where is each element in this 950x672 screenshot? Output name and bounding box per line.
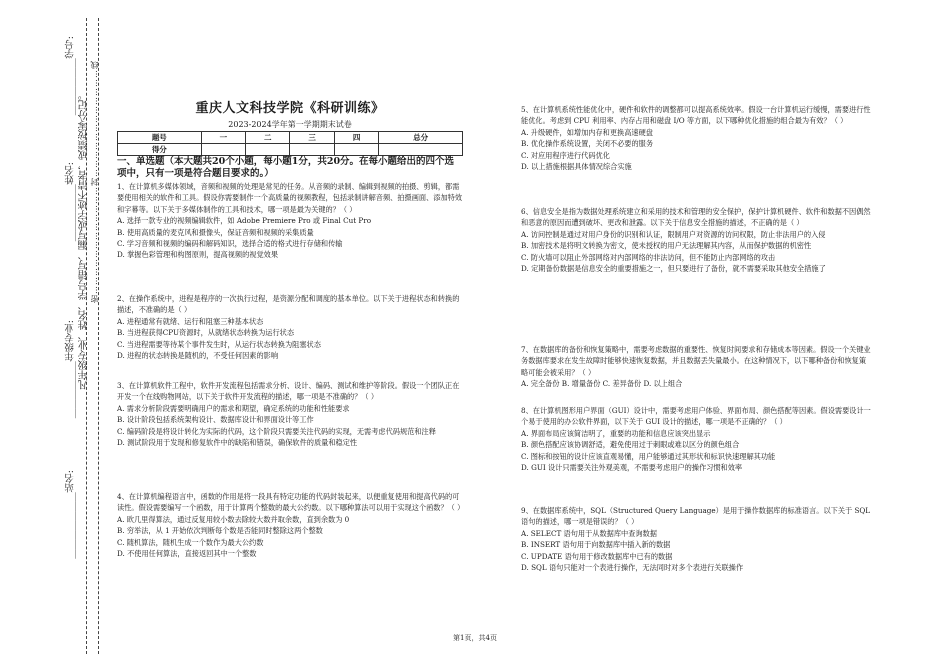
option-b[interactable]: B. 穷举法，从 1 开始依次判断每个数是否能同时整除这两个整数	[117, 526, 323, 536]
student-id-blank[interactable]: ____________	[65, 58, 76, 116]
question-text: 8、在计算机图形用户界面（GUI）设计中，需要考虑用户体验、界面布局、颜色搭配等因素。假设需要设计一个易于使用的办公软件界面，以下关于 GUI 设计的描述，哪一项是不正确的？（ ）	[521, 406, 871, 427]
question-text: 6、信息安全是指为数据处理系统建立和采用的技术和管理的安全保护，保护计算机硬件、软件和数据不因偶然和恶意的原因而遭到破坏、更改和泄露。以下关于信息安全措施的描述，不正确的是（ ）	[521, 207, 871, 228]
option-c[interactable]: C. 当进程需要等待某个事件发生时，从运行状态转换为阻塞状态	[117, 339, 321, 349]
option-b[interactable]: B. 使用高质量的麦克风和摄像头，保证音频和视频的采集质量	[117, 227, 314, 237]
exam-title: 重庆人文科技学院《科研训练》	[195, 101, 385, 116]
option-d[interactable]: D. 定期备份数据是信息安全的重要措施之一，但只要进行了备份，就不需要采取其他安全措施了	[521, 264, 826, 274]
option-a[interactable]: A. 进程通常有就绪、运行和阻塞三种基本状态	[117, 316, 264, 326]
score-input-cell[interactable]	[246, 144, 290, 156]
score-table-score-row	[118, 144, 463, 156]
question-text: 2、在操作系统中，进程是程序的一次执行过程，是资源分配和调度的基本单位。以下关于进程状态和转换的描述，不准确的是（ ）	[117, 294, 460, 315]
score-input-cell[interactable]	[379, 144, 463, 156]
section-heading: 一、单选题（本大题共20个小题，每小题1分，共20分。在每小题给出的四个选项中，只有一项是符合题目要求的。）	[117, 156, 455, 179]
question-8	[521, 405, 871, 473]
exam-subtitle: 2023-2024学年第一学期期末试卷	[228, 120, 352, 129]
question-2	[117, 293, 463, 361]
option-b[interactable]: B. 加密技术是将明文转换为密文，使未授权的用户无法理解其内容，从而保护数据的机密性	[521, 241, 812, 251]
name-blank[interactable]: ____________	[65, 184, 76, 242]
major-label: 年级专业:	[65, 320, 76, 362]
option-d[interactable]: D. 进程的状态转换是随机的，不受任何因素的影响	[117, 351, 279, 361]
question-text: 9、在数据库系统中，SQL（Structured Query Language）是用于操作数据库的标准语言。以下关于 SQL 语句的描述，哪一项是错误的？（ ）	[521, 506, 871, 527]
option-b[interactable]: B. 颜色搭配应该协调舒适，避免使用过于刺眼或难以区分的颜色组合	[521, 440, 740, 450]
question-text: 4、在计算机编程语言中，函数的作用是将一段具有特定功能的代码封装起来，以便重复使用和提高代码的可读性。假设需要编写一个函数，用于计算两个整数的最大公约数。以下哪种算法可以用于实现这个函数？（ ）	[117, 492, 465, 513]
option-a[interactable]: A. 界面布局应该简洁明了，重要的功能和信息应该突出显示	[521, 428, 711, 438]
option-b[interactable]: B. 优化操作系统设置，关闭不必要的服务	[521, 139, 654, 149]
option-d[interactable]: D. 测试阶段用于发现和修复软件中的缺陷和错误，确保软件的质量和稳定性	[117, 438, 358, 448]
question-1	[117, 181, 463, 261]
binding-margin	[0, 0, 112, 672]
question-3	[117, 380, 463, 448]
option-d[interactable]: D. SQL 语句只能对一个表进行操作，无法同时对多个表进行关联操作	[521, 563, 744, 573]
score-table-cell: 四	[334, 132, 378, 144]
page-number: 第1页，共4页	[453, 634, 497, 642]
option-c[interactable]: C. 编码阶段是将设计转化为实际的代码，这个阶段只需要关注代码的实现，无需考虑代码规范和注释	[117, 426, 436, 436]
option-c[interactable]: C. 对应用程序进行代码优化	[521, 150, 610, 160]
seal-line-text: 密………………………………封………………………………线	[90, 60, 99, 303]
score-input-cell[interactable]	[201, 144, 245, 156]
option-d[interactable]: D. 掌握色彩管理和构图原则，提高视频的视觉效果	[117, 250, 279, 260]
option-d[interactable]: D. GUI 设计只需要关注外观美观，不需要考虑用户的操作习惯和效率	[521, 463, 743, 473]
question-4	[117, 491, 463, 559]
student-id-field[interactable]	[66, 36, 76, 115]
option-d[interactable]: D. 不使用任何算法，直接返回其中一个整数	[117, 549, 257, 559]
name-field[interactable]	[66, 162, 76, 241]
score-table-cell: 一	[201, 132, 245, 144]
question-text: 7、在数据库的备份和恢复策略中，需要考虑数据的重要性、恢复时间要求和存储成本等因素。假设一个关键业务数据库要求在发生故障时能够快速恢复数据，并且数据丢失量最小。在这种情况下，以下哪种备份和恢复策略可能会被采用？（ ）	[521, 345, 871, 377]
option-c[interactable]: C. 图标和按钮的设计应该直观易懂，用户能够通过其形状和标识快速理解其功能	[521, 451, 776, 461]
score-input-cell[interactable]	[290, 144, 334, 156]
option-a[interactable]: A. 欧几里得算法，通过反复用较小数去除较大数并取余数，直到余数为 0	[117, 514, 350, 524]
major-field[interactable]	[66, 320, 76, 418]
option-d[interactable]: D. 以上措施根据具体情况综合实施	[521, 162, 632, 172]
score-table	[117, 131, 463, 156]
option-a[interactable]: A. 升级硬件，如增加内存和更换高速硬盘	[521, 127, 653, 137]
question-text: 5、在计算机系统性能优化中，硬件和软件的调整都可以提高系统效率。假设一台计算机运行缓慢，需要进行性能优化。考虑到 CPU 利用率、内存占用和磁盘 I/O 等方面，以下哪种优化措施的组合最为有效？（ ）	[521, 105, 871, 126]
option-a[interactable]: A. SELECT 语句用于从数据库中查询数据	[521, 528, 657, 538]
option-c[interactable]: C. 学习音频和视频的编码和解码知识，选择合适的格式进行存储和传输	[117, 239, 343, 249]
score-table-cell: 三	[290, 132, 334, 144]
score-table-cell: 二	[246, 132, 290, 144]
question-6	[521, 206, 871, 274]
option-b[interactable]: B. 设计阶段包括系统架构设计、数据库设计和界面设计等工作	[117, 415, 314, 425]
score-table-cell: 总分	[379, 132, 463, 144]
option-a[interactable]: A. 访问控制是通过对用户身份的识别和认证，限制用户对资源的访问权限，防止非法用户的入侵	[521, 229, 826, 239]
score-table-cell: 得分	[118, 144, 202, 156]
question-9	[521, 505, 871, 573]
score-table-cell: 题号	[118, 132, 202, 144]
major-blank[interactable]: ____________	[65, 361, 76, 419]
options-inline[interactable]: A. 完全备份 B. 增量备份 C. 差异备份 D. 以上组合	[521, 379, 683, 389]
site-label: 站名:	[65, 470, 76, 493]
question-7	[521, 344, 871, 390]
student-id-label: 学号:	[65, 36, 76, 59]
site-field[interactable]	[66, 470, 76, 559]
question-5	[521, 104, 871, 172]
option-a[interactable]: A. 选择一款专业的视频编辑软件，如 Adobe Premiere Pro 或 Final Cut Pro	[117, 216, 372, 226]
option-a[interactable]: A. 需求分析阶段需要明确用户的需求和期望，确定系统的功能和性能要求	[117, 403, 350, 413]
site-blank[interactable]: ______________	[65, 492, 76, 559]
score-table-header-row	[118, 132, 463, 144]
name-label: 姓名:	[65, 162, 76, 185]
option-c[interactable]: C. UPDATE 语句用于修改数据库中已有的数据	[521, 551, 673, 561]
option-b[interactable]: B. 当进程获得CPU资源时，从就绪状态转换为运行状态	[117, 328, 295, 338]
question-text: 3、在计算机软件工程中，软件开发流程包括需求分析、设计、编码、测试和维护等阶段。假设一个团队正在开发一个在线购物网站，以下关于软件开发流程的描述，哪一项是不准确的？（ ）	[117, 381, 460, 402]
question-text: 1、在计算机多媒体领域，音频和视频的处理是常见的任务。从音频的录制、编辑到视频的拍摄、剪辑，都需要使用相关的软件和工具。假设你需要制作一个高质量的视频教程，包括录制讲解音频、拍摄画面、添加特效和字幕等。以下关于多媒体制作的工具和技术，哪一项是最为关键的？（ ）	[117, 182, 463, 214]
option-b[interactable]: B. INSERT 语句用于向数据库中插入新的数据	[521, 540, 671, 550]
option-c[interactable]: C. 随机算法，随机生成一个数作为最大公约数	[117, 537, 264, 547]
score-input-cell[interactable]	[334, 144, 378, 156]
option-c[interactable]: C. 防火墙可以阻止外部网络对内部网络的非法访问，但不能防止内部网络的攻击	[521, 252, 776, 262]
binding-warning: 凡年级专业、姓名、学号错写、漏写或字迹不清者，成绩按零分记。	[79, 90, 90, 390]
